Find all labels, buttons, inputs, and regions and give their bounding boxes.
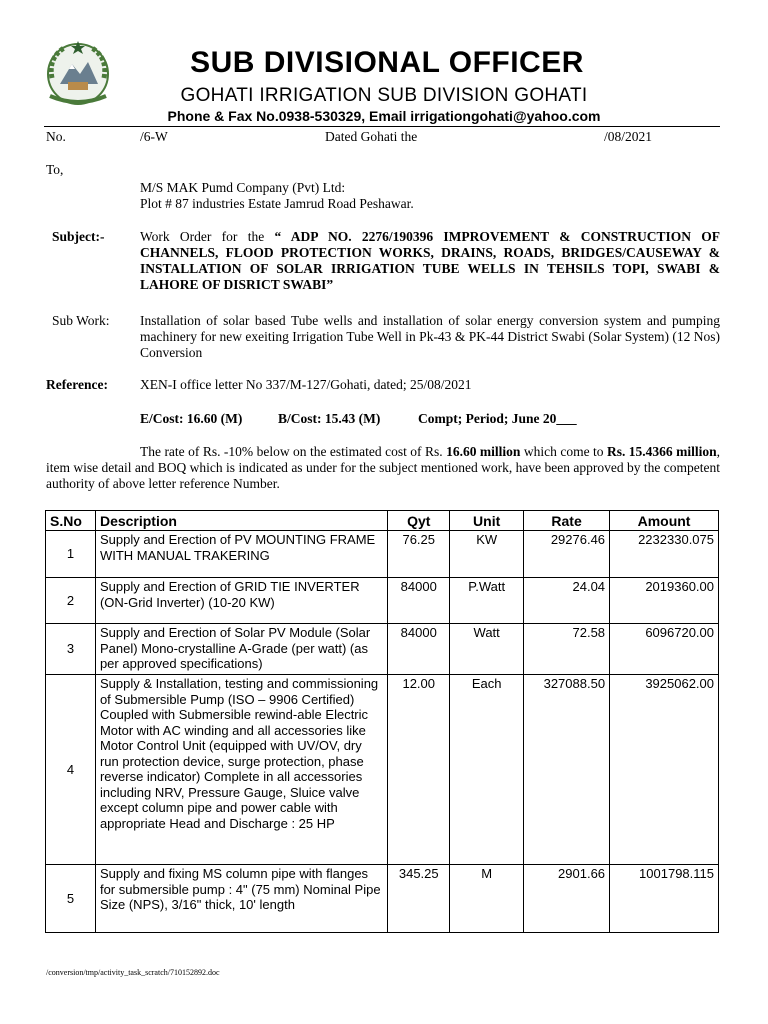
date-value: /08/2021: [604, 129, 653, 144]
to-label: To,: [46, 162, 64, 177]
addressee-address: Plot # 87 industries Estate Jamrud Road Peshawar.: [140, 196, 414, 211]
row-unit: Each: [450, 675, 524, 865]
table-row: [46, 675, 719, 865]
estimated-cost: E/Cost: 16.60 (M): [140, 411, 243, 426]
row-rate: 2901.66: [524, 865, 610, 933]
completion-period: Compt; Period; June 20___: [418, 411, 577, 426]
reference-label: Reference:: [46, 377, 108, 392]
sub-work-text: Installation of solar based Tube wells and installation of solar energy conversion system and pumping machinery for new exeiting Irrigation Tube Well in Pk-43 & PK-44 District Swabi (Solar System) (12 Nos) Conversion: [140, 313, 720, 360]
contact-line: Phone & Fax No.0938-530329, Email irrigationgohati@yahoo.com: [167, 108, 601, 124]
row-unit: Watt: [450, 624, 524, 675]
row-amount: 6096720.00: [610, 624, 719, 675]
document-path-footer: /conversion/tmp/activity_task_scratch/710152892.doc: [46, 968, 220, 977]
approval-paragraph: [46, 444, 720, 492]
row-amount: 3925062.00: [610, 675, 719, 865]
subject-prefix: Work Order for the: [140, 229, 265, 244]
paragraph-approved-amount: Rs. 15.4366 million: [606, 444, 717, 459]
row-rate: 29276.46: [524, 531, 610, 578]
row-description: Supply & Installation, testing and commissioning of Submersible Pump (ISO – 9906 Certified) Coupled with Submersible rewind-able Electric Motor with AC winding and all accessories like Motor Control Unit (equipped with UV/OV, dry run protection device, surge protection, phase reverse indicator) Complete in all accessories including NRV, Pressure Gauge, Sluice valve except column pipe and power cable with appropriate Head and Discharge : 25 HP: [95, 675, 387, 865]
office-subtitle: GOHATI IRRIGATION SUB DIVISION GOHATI: [180, 85, 588, 106]
row-sno: 3: [46, 624, 96, 675]
row-rate: 327088.50: [524, 675, 610, 865]
header-unit: Unit: [450, 511, 524, 531]
row-quantity: 84000: [388, 624, 450, 675]
subject-body: “ ADP NO. 2276/190396 IMPROVEMENT & CONSTRUCTION OF CHANNELS, FLOOD PROTECTION WORKS, DRAINS, ROADS, BRIDGES/CAUSEWAY & INSTALLATION OF SOLAR IRRIGATION TUBE WELLS IN TEHSILS TOPI, SWABI & LAHORE OF DISRICT SWABI”: [140, 229, 721, 292]
header-description: Description: [95, 511, 387, 531]
subject-label: Subject:-: [52, 229, 105, 244]
row-description: Supply and Erection of GRID TIE INVERTER (ON-Grid Inverter) (10-20 KW): [95, 578, 387, 624]
paragraph-text-1: The rate of Rs. -10% below on the estimated cost of Rs.: [140, 444, 443, 459]
row-amount: 2232330.075: [610, 531, 719, 578]
paragraph-text-3: , item wise detail and BOQ which is indicated as under for the subject mentioned work, have been approved by the competent authority of above letter reference Number.: [46, 444, 721, 491]
table-header-row: [46, 511, 719, 531]
paragraph-estimate: 16.60 million: [446, 444, 521, 459]
header-rate: Rate: [524, 511, 610, 531]
table-row: [46, 865, 719, 933]
paragraph-text-2: which come to: [523, 444, 604, 459]
subject-text: [140, 229, 720, 293]
table-row: [46, 531, 719, 578]
reference-text: XEN-I office letter No 337/M-127/Gohati, dated; 25/08/2021: [140, 377, 472, 392]
budget-cost: B/Cost: 15.43 (M): [278, 411, 381, 426]
addressee-name: M/S MAK Pumd Company (Pvt) Ltd:: [140, 180, 346, 195]
row-amount: 1001798.115: [610, 865, 719, 933]
dated-label: Dated Gohati the: [325, 129, 418, 144]
row-amount: 2019360.00: [610, 578, 719, 624]
row-quantity: 12.00: [388, 675, 450, 865]
row-unit: KW: [450, 531, 524, 578]
header-amount: Amount: [610, 511, 719, 531]
row-description: Supply and Erection of PV MOUNTING FRAME WITH MANUAL TRAKERING: [95, 531, 387, 578]
row-sno: 1: [46, 531, 96, 578]
boq-table: [45, 510, 719, 933]
table-row: [46, 578, 719, 624]
header-divider: [44, 126, 720, 127]
row-quantity: 84000: [388, 578, 450, 624]
sub-work-label: Sub Work:: [52, 313, 110, 328]
row-sno: 5: [46, 865, 96, 933]
row-sno: 2: [46, 578, 96, 624]
row-sno: 4: [46, 675, 96, 865]
letter-no-label: No.: [46, 129, 66, 144]
row-description: Supply and Erection of Solar PV Module (Solar Panel) Mono-crystalline A-Grade (per watt) (as per approved specifications): [95, 624, 387, 675]
header-quantity: Qyt: [388, 511, 450, 531]
row-description: Supply and fixing MS column pipe with flanges for submersible pump : 4" (75 mm) Nominal Pipe Size (NPS), 3/16" thick, 10' length: [95, 865, 387, 933]
office-title: SUB DIVISIONAL OFFICER: [190, 46, 584, 79]
row-rate: 72.58: [524, 624, 610, 675]
row-unit: P.Watt: [450, 578, 524, 624]
letter-no-value: /6-W: [140, 129, 168, 144]
table-row: [46, 624, 719, 675]
row-unit: M: [450, 865, 524, 933]
row-quantity: 76.25: [388, 531, 450, 578]
header-sno: S.No: [46, 511, 96, 531]
row-rate: 24.04: [524, 578, 610, 624]
row-quantity: 345.25: [388, 865, 450, 933]
